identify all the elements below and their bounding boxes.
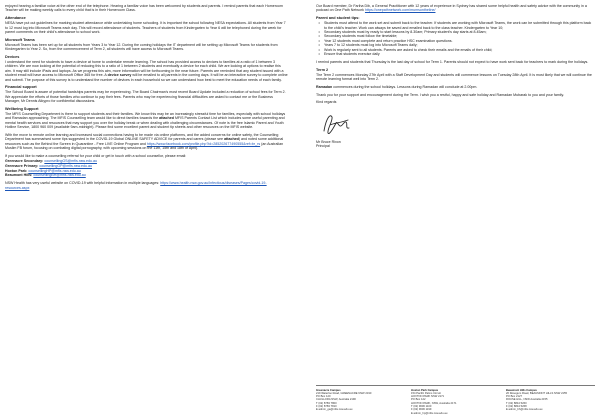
contact-label: Greenacre Primary: — [5, 163, 39, 168]
list-item: • Years 7 to 12 students must log into Microsoft Teams daily; — [316, 43, 595, 47]
wellbeing-body-3: If you would like to make a counselling referral for your child or get in touch with a school counsellor, please email: — [5, 154, 187, 159]
campus-line: ROUSE HILL, NSW Australia 2155 — [506, 398, 548, 402]
wellbeing-body-1 — [5, 112, 288, 130]
podcast-link[interactable]: https://onepathnetwork.com/mumsontheline/ — [364, 8, 436, 13]
list-item: • Students must attend to the work set and submit back to the teacher. If students are working with Microsoft Teams, the work can be submitted through this platform back to the child's teacher. Work can always be saved and emailed back to the class teacher. Kindergarten to Year 10; — [316, 21, 595, 30]
attendance-body: NESA have put out guidelines for marking student attendance while undertaking home schooling. It is important the school following NESA expectations. All students from Year 7 to 12 must log into Microsoft Teams each day. This will record attendance of students. Teachers of students from Kindergarten to Year 6 will be telephoned during the week for parent comments on their child's attendance to school work. — [5, 21, 286, 35]
left-column — [5, 4, 288, 193]
campus-line: T (02) 9606 1100 — [411, 404, 432, 408]
campus-name: Hoxton Park Campus — [411, 388, 439, 392]
nsw-health-paragraph — [5, 181, 288, 190]
contact-row — [5, 173, 288, 177]
list-item: • Secondary students must follow the timetable; — [316, 34, 595, 38]
wellbeing-heading: Wellbeing Support — [5, 107, 39, 112]
financial-heading: Financial support — [5, 85, 37, 90]
campus-name: Greenacre Campus — [316, 388, 341, 392]
tips-list — [316, 21, 595, 56]
nsw-health-link[interactable]: https://www.health.nsw.gov.au/Infectious/diseases/Pages/covid-19-resources.aspx — [5, 181, 267, 190]
footer-campus-beaumont-hills — [506, 389, 595, 415]
campus-line: HOXTON PARK, NSW, Australia 2171 — [411, 401, 457, 405]
devices-survey-bold: device survey — [107, 73, 132, 78]
wellbeing-text-2b: ) and noted some additional resources such as the Behind the Screen in Quarantine - Free LIVE Online Program and — [5, 137, 284, 146]
campus-line: F (02) 8783 7810 — [316, 404, 337, 408]
signatory-role: Principal — [316, 144, 330, 149]
contact-email-link[interactable]: counsellingHP@mfis.nsw.edu.au — [28, 168, 81, 173]
ramadan-text: commences during the school holidays. Lessons during Ramadan will conclude at 2.00pm. — [333, 84, 478, 89]
campus-line: HOXTON PARK NSW 2171 — [411, 395, 445, 399]
wellbeing-text-2: With the move to remote online learning and increased social connections having to be made via online platforms, and the added concerns for online safety, the Counselling Department has summarised some tips suggested in the COVID-19 Global ONLINE SAFETY ADVICE for parents and carers (please see — [5, 133, 279, 142]
counselling-contacts — [5, 159, 288, 178]
campus-email[interactable]: E admin_ga@mfis.nsw.edu.au — [316, 408, 353, 412]
thanks-paragraph: Thank you for your support and encouragement during the Term. I wish you a restful, happy and safe holiday and Ramadan Mubarak to you and your family. — [316, 92, 564, 97]
devices-body-text-2: will be emailed to all parents in the coming days. It will be an interactive survey to complete online and submit. The purpose of this survey is to understand the number of devices in each household so we can understand how best to meet the education needs of each family. — [5, 73, 288, 82]
tips-heading: Parent and student tips: — [316, 16, 360, 21]
contact-label: Beaumont Hills: — [5, 173, 33, 178]
intro-paragraph: enjoyed hearing a familiar voice at the other end of the telephone. Hearing a familiar voice has been welcomed by students and parents. I remind parents that each Homeroom Teacher will be making weekly calls to every child that is in their Homeroom Class. — [5, 4, 283, 13]
wellbeing-attached-2: attached — [224, 137, 239, 142]
devices-heading: Devices — [5, 55, 20, 60]
wellbeing-text-1: The MFIS Counselling Department is there to support students and their families. We know this may be an increasingly stressful time for families, especially with school holidays and Ramadan approaching. The MFIS Counselling team would like to direct families towards the — [5, 112, 286, 121]
financial-body: The School Board is aware of potential hardships parents may be experiencing. The Board Chairman's most recent Board Update included a reduction of school fees for Term 2. We appreciate the efforts of those families who continue to pay their fees. Parents who may be experiencing financial difficulties are asked to contact me or the Business Manager, Mr Dennis Atkypro for confidential discussions. — [5, 90, 286, 104]
list-item: • Secondary students must by ready to start lessons by 8.30am; Primary student's day starts at 8.45am; — [316, 30, 595, 34]
campus-email[interactable]: E admin_bh@mfis.nsw.edu.au — [506, 408, 543, 412]
footer-campus-greenacre — [316, 389, 405, 415]
contact-email-link[interactable]: counsellingBH@mfis.nsw.edu.au — [33, 173, 86, 178]
board-member-text: Our Board member, Dr Fariha Dib, a General Practitioner with 12 years of experience in Sydney has shared some helpful health and safety advice with the community in a podcast on One Path Network — [316, 4, 587, 13]
contact-row — [5, 159, 288, 163]
teams-body: Microsoft Teams has been set up for all students from Years 3 to Year 12. During the coming holidays the IT department will be setting up Microsoft Teams for students from Kindergarten to Year 2. So, from the commencement of Term 2, all students will have access to Microsoft Teams. — [5, 42, 278, 52]
campus-line: PO Box 122 — [411, 398, 426, 402]
list-item: • Year 12 students must complete and return practice HSC examination questions. — [316, 39, 595, 43]
signatory-name: Mr Bruce Rixon — [316, 139, 341, 144]
tips-closing: I remind parents and students that Thursday is the last day of school for Term 1. Parents should not expect to have work sent back for teachers to mark during the holidays. — [316, 59, 589, 64]
wellbeing-attached-1: attached — [159, 116, 174, 121]
signature — [316, 109, 595, 139]
campus-footer — [316, 385, 595, 415]
contact-email-link[interactable]: counsellingGP@mfis.nsw.edu.au — [39, 163, 92, 168]
facebook-link[interactable]: https://www.facebook.com/profile.php?id=285202677490555&ref=br_rs — [146, 141, 261, 146]
campus-line: PO Box 120 — [316, 395, 331, 399]
ramadan-paragraph — [316, 85, 595, 89]
campus-line: F (02) 9606 1199 — [411, 408, 432, 412]
campus-line: 154 Pacific Palms Circuit — [411, 391, 441, 395]
campus-line: T (02) 8844 5260 — [506, 401, 527, 405]
campus-line: 20 Rosegum Road, BEAUMONT HILLS NSW 2155 — [506, 391, 568, 395]
contact-row — [5, 169, 288, 173]
campus-line: T (02) 8783 7800 — [316, 401, 337, 405]
term2-heading: Term 2 — [316, 67, 329, 72]
devices-body — [5, 60, 288, 82]
footer-campus-hoxton-park — [411, 389, 500, 415]
campus-name: Beaumont Hills Campus — [506, 388, 537, 392]
nsw-health-text: NSW Health has very useful website on COVID-19 with helpful information in multiple languages: — [5, 181, 160, 186]
campus-line: CHULLORA NSW, Australia 2190 — [316, 398, 356, 402]
contact-row — [5, 164, 288, 168]
contact-label: Hoxton Park: — [5, 168, 28, 173]
ramadan-bold: Ramadan — [316, 84, 333, 89]
teams-heading: Microsoft Teams — [5, 37, 35, 42]
signature-icon — [318, 109, 358, 139]
wellbeing-body-2 — [5, 133, 288, 151]
list-item: • Work is regularly sent to all students. Parents are asked to check their emails and the emails of their child; — [316, 48, 595, 52]
term2-body: The Term 2 commences Monday 27th April with a Staff Development Day and students will commence lessons on Tuesday 28th April. It is most likely that we will continue the remote learning format well into Term 2. — [316, 72, 592, 82]
right-column — [316, 4, 595, 152]
devices-body-text-1: I understand the need for students to have a device at home to undertake remote learning. The school has provided access to devices to families at a ratio of 1 between 3 children. We are now looking at the potential of reducing this to a ratio of 1 between 2 students and eventually a device for each child. We are looking at options to realise this aim. It may still include iPads and laptops. As we progress this aim, more information will be forthcoming in the near future. Parents are reminded that any student issued with a student email will have access to Microsoft Office 365 for free. A — [5, 60, 284, 78]
list-item: • Ensure that students exercise daily — [316, 52, 595, 56]
wellbeing-text-2c: (an Australian Muslim FB forum, focusing on combating digital pornography, with upcoming sessions on the 11th, 15th and 18th of April). — [5, 141, 284, 151]
campus-email[interactable]: E admin_hp@mfis.nsw.edu.au — [411, 411, 448, 415]
attendance-heading: Attendance — [5, 16, 26, 21]
contact-email-link[interactable]: counsellingGS@mfis.nsw.edu.au — [44, 159, 97, 164]
campus-line: 219 Waterloo Road, GREENACRE NSW 2190 — [316, 391, 372, 395]
campus-line: PO Box 2127 — [506, 395, 522, 399]
campus-line: F (02) 8844 5268 — [506, 404, 527, 408]
wellbeing-text-1b: MFIS Parents Contact List which includes some useful parenting and mental health services and resources that may support you over the holiday break or when dealing with challenging circumstances. Of note is the free Islamic Parent and Youth Hotline Service, 1800 960 009 (available 9am-midnight). Please find some excellent parent and student tip sheets and other resources on the MFIS website. — [5, 116, 285, 130]
board-member-paragraph — [316, 4, 595, 13]
kind-regards: Kind regards — [316, 100, 337, 105]
contact-label: Greenacre Secondary: — [5, 159, 44, 164]
